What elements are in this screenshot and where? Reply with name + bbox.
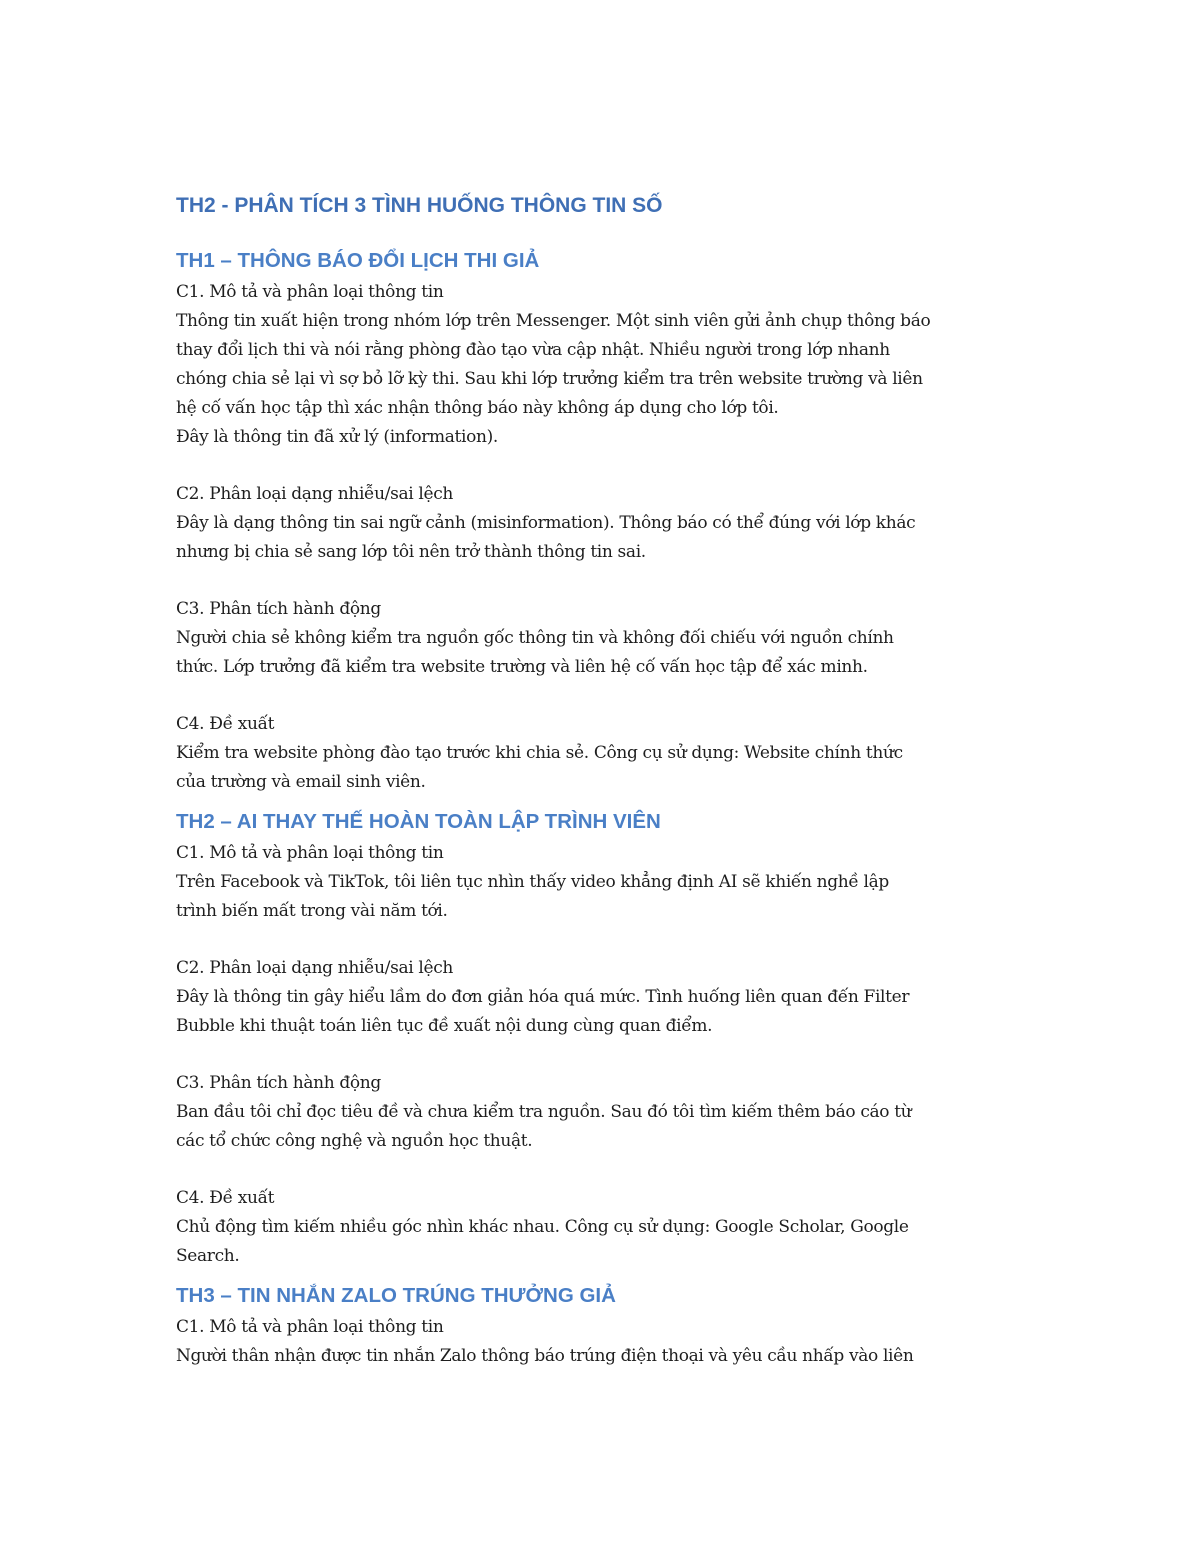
question-block	[176, 710, 1036, 797]
section-3	[176, 1281, 1036, 1371]
question-block	[176, 278, 1036, 452]
section-heading: TH3 – TIN NHẮN ZALO TRÚNG THƯỞNG GIẢ	[176, 1284, 616, 1307]
question-title: C4. Đề xuất	[176, 714, 275, 734]
question-block	[176, 954, 1036, 1041]
question-block	[176, 1184, 1036, 1271]
paragraph-line: chóng chia sẻ lại vì sợ bỏ lỡ kỳ thi. Sau khi lớp trưởng kiểm tra trên website trường và liên	[176, 369, 923, 389]
question-title: C1. Mô tả và phân loại thông tin	[176, 1317, 444, 1337]
question-title: C2. Phân loại dạng nhiễu/sai lệch	[176, 484, 453, 504]
question-block	[176, 839, 1036, 926]
paragraph-line: nhưng bị chia sẻ sang lớp tôi nên trở thành thông tin sai.	[176, 542, 646, 562]
paragraph-line: Đây là thông tin đã xử lý (information).	[176, 427, 498, 447]
question-title: C3. Phân tích hành động	[176, 599, 381, 619]
paragraph-line: Search.	[176, 1246, 240, 1266]
paragraph-line: của trường và email sinh viên.	[176, 772, 426, 792]
question-block	[176, 595, 1036, 682]
paragraph-line: Bubble khi thuật toán liên tục đề xuất nội dung cùng quan điểm.	[176, 1016, 713, 1036]
paragraph-line: Đây là dạng thông tin sai ngữ cảnh (misinformation). Thông báo có thể đúng với lớp khác	[176, 513, 916, 533]
paragraph-line: Đây là thông tin gây hiểu lầm do đơn giản hóa quá mức. Tình huống liên quan đến Filter	[176, 987, 910, 1007]
paragraph-line: hệ cố vấn học tập thì xác nhận thông báo này không áp dụng cho lớp tôi.	[176, 398, 779, 418]
section-1	[176, 246, 1036, 797]
question-block	[176, 480, 1036, 567]
paragraph-line: Người chia sẻ không kiểm tra nguồn gốc thông tin và không đối chiếu với nguồn chính	[176, 628, 894, 648]
question-title: C4. Đề xuất	[176, 1188, 275, 1208]
paragraph-line: trình biến mất trong vài năm tới.	[176, 901, 448, 921]
section-2	[176, 807, 1036, 1271]
section-heading: TH1 – THÔNG BÁO ĐỔI LỊCH THI GIẢ	[176, 249, 540, 272]
paragraph-line: Chủ động tìm kiếm nhiều góc nhìn khác nhau. Công cụ sử dụng: Google Scholar, Google	[176, 1217, 909, 1237]
paragraph-line: thức. Lớp trưởng đã kiểm tra website trường và liên hệ cố vấn học tập để xác minh.	[176, 657, 868, 677]
question-block	[176, 1313, 1036, 1371]
paragraph-line: Kiểm tra website phòng đào tạo trước khi chia sẻ. Công cụ sử dụng: Website chính thức	[176, 743, 903, 763]
document-sections	[176, 246, 1036, 1371]
paragraph-line: Ban đầu tôi chỉ đọc tiêu đề và chưa kiểm tra nguồn. Sau đó tôi tìm kiếm thêm báo cáo từ	[176, 1102, 912, 1122]
paragraph-line: Trên Facebook và TikTok, tôi liên tục nhìn thấy video khẳng định AI sẽ khiến nghề lập	[176, 872, 889, 892]
paragraph-line: các tổ chức công nghệ và nguồn học thuật.	[176, 1131, 533, 1151]
paragraph-line: thay đổi lịch thi và nói rằng phòng đào tạo vừa cập nhật. Nhiều người trong lớp nhanh	[176, 340, 890, 360]
question-title: C1. Mô tả và phân loại thông tin	[176, 843, 444, 863]
document-title: TH2 - PHÂN TÍCH 3 TÌNH HUỐNG THÔNG TIN SỐ	[176, 194, 663, 217]
question-title: C1. Mô tả và phân loại thông tin	[176, 282, 444, 302]
paragraph-line: Thông tin xuất hiện trong nhóm lớp trên Messenger. Một sinh viên gửi ảnh chụp thông báo	[176, 311, 931, 331]
question-title: C2. Phân loại dạng nhiễu/sai lệch	[176, 958, 453, 978]
document-content	[176, 190, 1036, 1381]
section-heading: TH2 – AI THAY THẾ HOÀN TOÀN LẬP TRÌNH VIÊN	[176, 810, 661, 833]
question-title: C3. Phân tích hành động	[176, 1073, 381, 1093]
paragraph-line: Người thân nhận được tin nhắn Zalo thông báo trúng điện thoại và yêu cầu nhấp vào liên	[176, 1346, 914, 1366]
question-block	[176, 1069, 1036, 1156]
